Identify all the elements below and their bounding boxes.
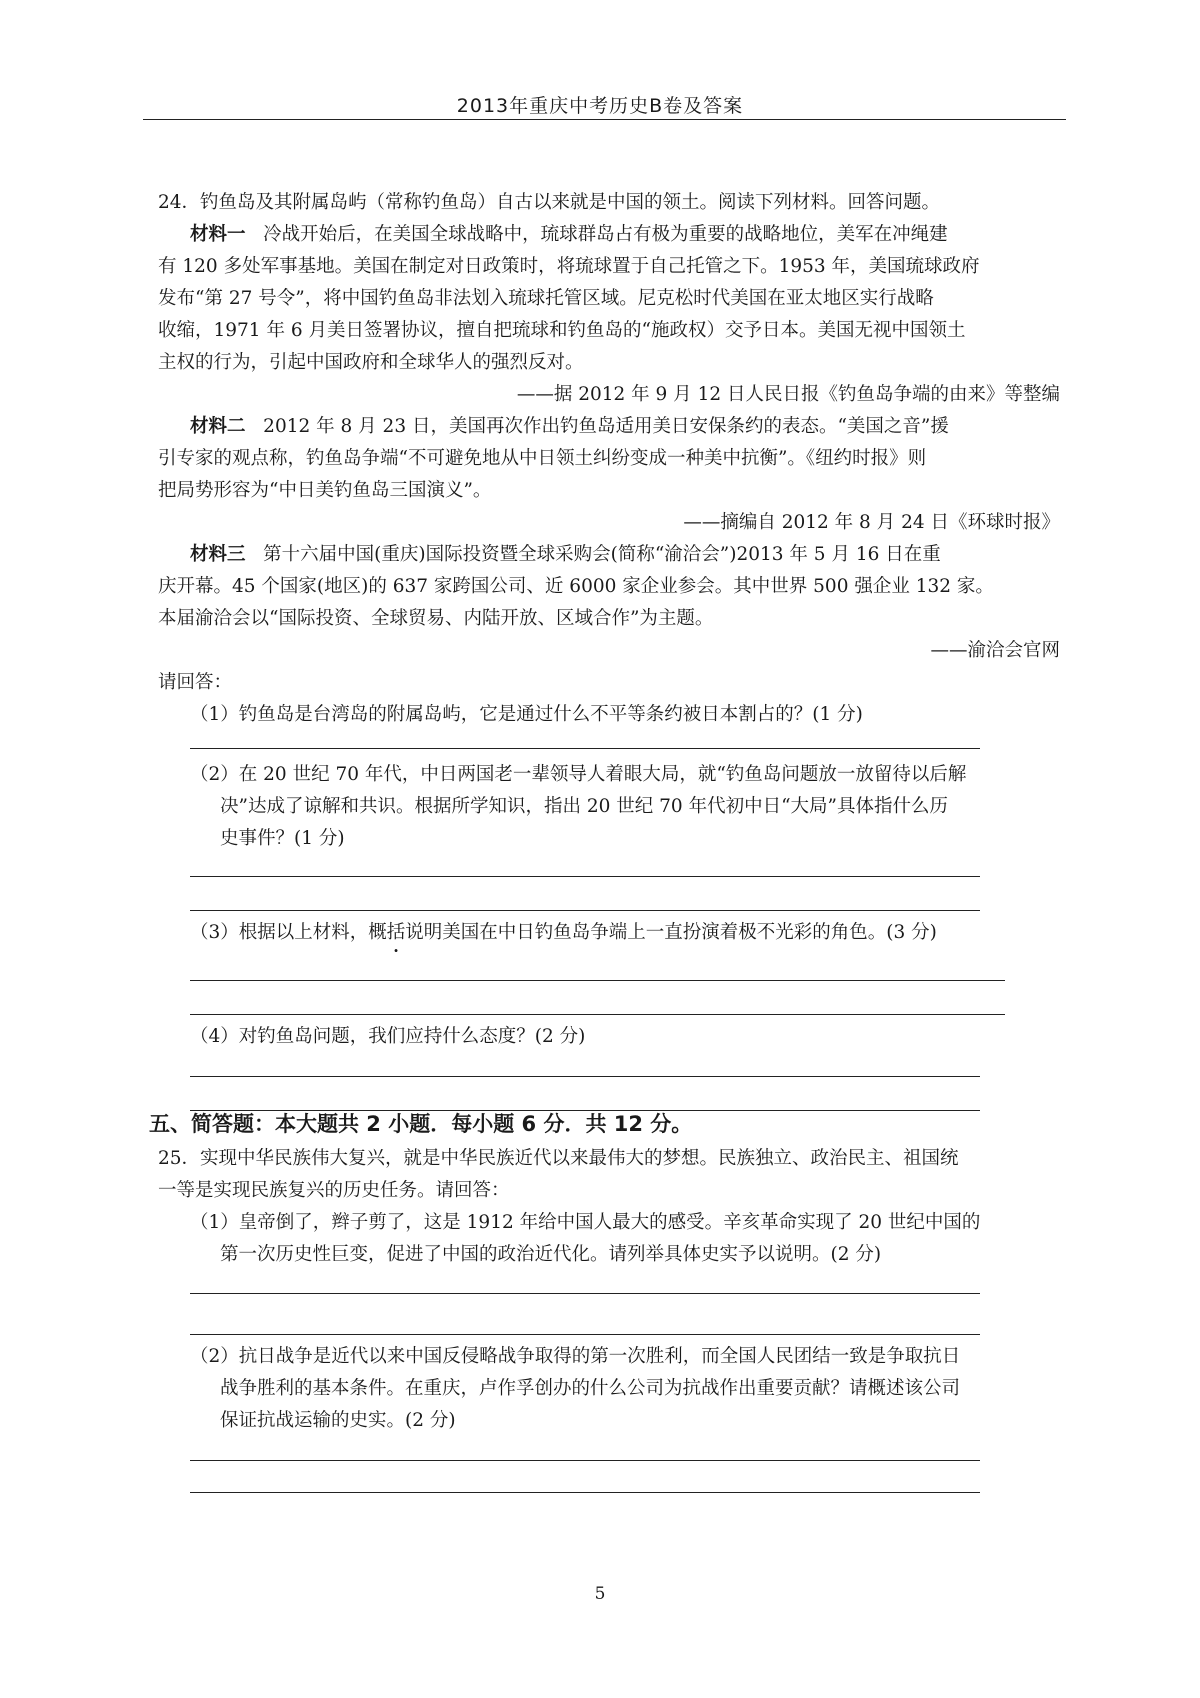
answer-line[interactable]	[190, 1293, 980, 1294]
q24-sub2-line2: 决”达成了谅解和共识。根据所学知识，指出 20 世纪 70 年代初中日“大局”具体指什么历	[220, 796, 948, 817]
material2-label: 材料二	[190, 416, 246, 437]
emphasis-dot-char: 括	[386, 922, 406, 943]
material2-text: 2012 年 8 月 23 日，美国再次作出钓鱼岛适用美日安保条约的表态。“美国之音”援	[263, 416, 949, 437]
header-divider	[143, 119, 1066, 120]
q24-material2-line1	[190, 414, 949, 440]
answer-line[interactable]	[190, 910, 980, 911]
q24-sub2-line3: 史事件？(1 分)	[220, 828, 345, 849]
answer-line[interactable]	[190, 1334, 980, 1335]
answer-line[interactable]	[190, 1460, 980, 1461]
q24-material3-line1	[190, 542, 941, 568]
q24-material1-source: ——据 2012 年 9 月 12 日人民日报《钓鱼岛争端的由来》等整编	[516, 384, 1060, 405]
q24-sub3	[190, 920, 937, 946]
q24-material1-line3: 发布“第 27 号令”，将中国钓鱼岛非法划入琉球托管区域。尼克松时代美国在亚太地区实行战略	[158, 288, 934, 309]
page-number: 5	[594, 1584, 606, 1604]
q24-material1-line5: 主权的行为，引起中国政府和全球华人的强烈反对。	[158, 352, 584, 373]
q25-stem-line2: 一等是实现民族复兴的历史任务。请回答：	[158, 1180, 510, 1201]
material1-label: 材料一	[190, 224, 246, 245]
material3-text: 第十六届中国(重庆)国际投资暨全球采购会(简称“渝洽会”)2013 年 5 月 16 日在重	[263, 544, 941, 565]
q24-material2-line2: 引专家的观点称，钓鱼岛争端“不可避免地从中日领土纠纷变成一种美中抗衡”。《纽约时报》则	[158, 448, 927, 469]
q24-sub1: （1）钓鱼岛是台湾岛的附属岛屿，它是通过什么不平等条约被日本割占的？(1 分)	[190, 704, 863, 725]
q24-material3-source: ——渝洽会官网	[930, 640, 1060, 661]
answer-line[interactable]	[190, 1492, 980, 1493]
q24-material2-source: ——摘编自 2012 年 8 月 24 日《环球时报》	[683, 512, 1060, 533]
q24-material1-line1	[190, 222, 948, 248]
q24-material3-line3: 本届渝洽会以“国际投资、全球贸易、内陆开放、区域合作”为主题。	[158, 608, 714, 629]
please-answer-label: 请回答：	[158, 672, 233, 693]
q24-sub3-text-end: 说明美国在中日钓鱼岛争端上一直扮演着极不光彩的角色。(3 分)	[405, 922, 937, 943]
q25-sub2-line3: 保证抗战运输的史实。(2 分)	[220, 1410, 456, 1431]
q24-sub4: （4）对钓鱼岛问题，我们应持什么态度？(2 分)	[190, 1026, 586, 1047]
q24-sub3-text-start: （3）根据以上材料，概	[190, 922, 387, 943]
q25-sub2-line1: （2）抗日战争是近代以来中国反侵略战争取得的第一次胜利，而全国人民团结一致是争取抗日	[190, 1346, 961, 1367]
q24-stem: 24．钓鱼岛及其附属岛屿（常称钓鱼岛）自古以来就是中国的领土。阅读下列材料。回答问题。	[158, 192, 941, 213]
answer-line[interactable]	[190, 1014, 1005, 1015]
q24-material3-line2: 庆开幕。45 个国家(地区)的 637 家跨国公司、近 6000 家企业参会。其中世界 500 强企业 132 家。	[158, 576, 994, 597]
q24-sub2-line1: （2）在 20 世纪 70 年代，中日两国老一辈领导人着眼大局，就“钓鱼岛问题放一放留待以后解	[190, 764, 967, 785]
q25-sub1-line2: 第一次历史性巨变，促进了中国的政治近代化。请列举具体史实予以说明。(2 分)	[220, 1244, 882, 1265]
q25-sub2-line2: 战争胜利的基本条件。在重庆，卢作孚创办的什么公司为抗战作出重要贡献？请概述该公司	[220, 1378, 961, 1399]
q25-stem-line1: 25．实现中华民族伟大复兴，就是中华民族近代以来最伟大的梦想。民族独立、政治民主、祖国统	[158, 1148, 959, 1169]
q24-material2-line3: 把局势形容为“中日美钓鱼岛三国演义”。	[158, 480, 492, 501]
answer-line[interactable]	[190, 876, 980, 877]
section-5-heading: 五、简答题：本大题共 2 小题．每小题 6 分．共 12 分。	[149, 1112, 693, 1136]
answer-line[interactable]	[190, 1076, 980, 1077]
q24-material1-line2: 有 120 多处军事基地。美国在制定对日政策时，将琉球置于自己托管之下。1953 年，美国琉球政府	[158, 256, 980, 277]
q24-material1-line4: 收缩，1971 年 6 月美日签署协议，擅自把琉球和钓鱼岛的“施政权）交予日本。美国无视中国领土	[158, 320, 966, 341]
material1-text: 冷战开始后，在美国全球战略中，琉球群岛占有极为重要的战略地位，美军在冲绳建	[263, 224, 948, 245]
material3-label: 材料三	[190, 544, 246, 565]
q25-sub1-line1: （1）皇帝倒了，辫子剪了，这是 1912 年给中国人最大的感受。辛亥革命实现了 20 世纪中国的	[190, 1212, 981, 1233]
page-header-title: 2013年重庆中考历史B卷及答案	[456, 95, 744, 117]
answer-line[interactable]	[190, 748, 980, 749]
answer-line[interactable]	[190, 980, 1005, 981]
